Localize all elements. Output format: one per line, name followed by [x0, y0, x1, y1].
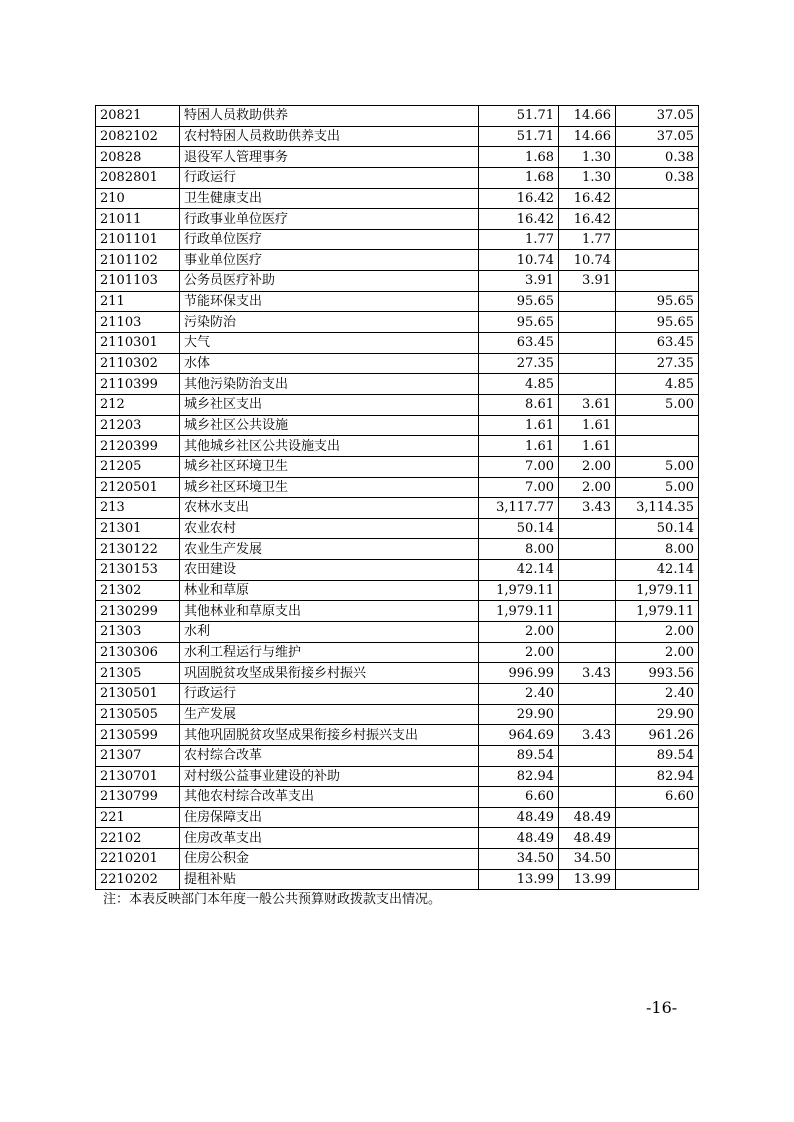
cell-basic: 1.77 [559, 229, 616, 250]
cell-project: 27.35 [616, 353, 699, 374]
cell-project: 95.65 [616, 291, 699, 312]
cell-project: 8.00 [616, 539, 699, 560]
cell-basic: 13.99 [559, 869, 616, 890]
cell-name: 城乡社区支出 [180, 394, 479, 415]
cell-name: 退役军人管理事务 [180, 147, 479, 168]
cell-basic [559, 374, 616, 395]
cell-name: 其他林业和草原支出 [180, 601, 479, 622]
table-row [96, 436, 699, 457]
table-row [96, 663, 699, 684]
table-row [96, 828, 699, 849]
cell-basic [559, 312, 616, 333]
cell-code: 2101102 [96, 250, 180, 271]
table-row [96, 560, 699, 581]
cell-project: 50.14 [616, 518, 699, 539]
cell-name: 生产发展 [180, 704, 479, 725]
cell-project [616, 188, 699, 209]
cell-total: 1,979.11 [479, 601, 559, 622]
cell-project: 5.00 [616, 477, 699, 498]
cell-code: 2101103 [96, 271, 180, 292]
cell-total: 7.00 [479, 477, 559, 498]
cell-code: 2130299 [96, 601, 180, 622]
cell-code: 211 [96, 291, 180, 312]
cell-total: 27.35 [479, 353, 559, 374]
cell-basic: 3.61 [559, 394, 616, 415]
cell-basic: 2.00 [559, 456, 616, 477]
cell-project [616, 869, 699, 890]
cell-project: 3,114.35 [616, 498, 699, 519]
table-row [96, 704, 699, 725]
cell-basic: 3.43 [559, 663, 616, 684]
cell-code: 2130701 [96, 766, 180, 787]
cell-name: 大气 [180, 333, 479, 354]
cell-code: 2110301 [96, 333, 180, 354]
cell-project: 993.56 [616, 663, 699, 684]
table-row [96, 456, 699, 477]
cell-code: 2210202 [96, 869, 180, 890]
cell-code: 2110302 [96, 353, 180, 374]
cell-project: 29.90 [616, 704, 699, 725]
cell-code: 21302 [96, 580, 180, 601]
cell-basic: 3.43 [559, 725, 616, 746]
cell-code: 20828 [96, 147, 180, 168]
cell-project [616, 229, 699, 250]
cell-code: 212 [96, 394, 180, 415]
cell-project: 6.60 [616, 787, 699, 808]
cell-total: 996.99 [479, 663, 559, 684]
cell-name: 其他巩固脱贫攻坚成果衔接乡村振兴支出 [180, 725, 479, 746]
cell-project [616, 271, 699, 292]
cell-code: 2130153 [96, 560, 180, 581]
cell-basic: 1.61 [559, 415, 616, 436]
table-row [96, 580, 699, 601]
cell-project: 37.05 [616, 126, 699, 147]
cell-basic [559, 704, 616, 725]
table-row [96, 188, 699, 209]
cell-name: 节能环保支出 [180, 291, 479, 312]
cell-total: 51.71 [479, 126, 559, 147]
cell-code: 21307 [96, 745, 180, 766]
cell-basic [559, 353, 616, 374]
table-row [96, 766, 699, 787]
cell-code: 2130799 [96, 787, 180, 808]
cell-total: 63.45 [479, 333, 559, 354]
cell-code: 210 [96, 188, 180, 209]
cell-code: 2110399 [96, 374, 180, 395]
table-row [96, 250, 699, 271]
cell-project [616, 415, 699, 436]
cell-basic [559, 683, 616, 704]
table-row [96, 807, 699, 828]
cell-code: 221 [96, 807, 180, 828]
cell-name: 水体 [180, 353, 479, 374]
table-row [96, 312, 699, 333]
cell-total: 3,117.77 [479, 498, 559, 519]
page-number: -16- [646, 998, 678, 1017]
cell-name: 对村级公益事业建设的补助 [180, 766, 479, 787]
cell-name: 行政运行 [180, 167, 479, 188]
table-row [96, 622, 699, 643]
cell-basic: 14.66 [559, 106, 616, 127]
cell-total: 1.77 [479, 229, 559, 250]
cell-project: 37.05 [616, 106, 699, 127]
cell-name: 水利工程运行与维护 [180, 642, 479, 663]
cell-total: 10.74 [479, 250, 559, 271]
cell-basic [559, 642, 616, 663]
cell-project: 2.40 [616, 683, 699, 704]
cell-code: 21203 [96, 415, 180, 436]
cell-name: 特困人员救助供养 [180, 106, 479, 127]
cell-code: 2082801 [96, 167, 180, 188]
cell-name: 事业单位医疗 [180, 250, 479, 271]
cell-total: 42.14 [479, 560, 559, 581]
table-row [96, 869, 699, 890]
cell-basic [559, 622, 616, 643]
cell-total: 48.49 [479, 807, 559, 828]
cell-project: 63.45 [616, 333, 699, 354]
cell-project: 0.38 [616, 167, 699, 188]
cell-code: 2130306 [96, 642, 180, 663]
cell-code: 2120399 [96, 436, 180, 457]
cell-total: 50.14 [479, 518, 559, 539]
table-row [96, 539, 699, 560]
cell-basic: 48.49 [559, 807, 616, 828]
cell-code: 2210201 [96, 849, 180, 870]
cell-project [616, 209, 699, 230]
cell-name: 农村特困人员救助供养支出 [180, 126, 479, 147]
table-row [96, 849, 699, 870]
cell-total: 95.65 [479, 291, 559, 312]
cell-total: 51.71 [479, 106, 559, 127]
cell-total: 13.99 [479, 869, 559, 890]
cell-name: 公务员医疗补助 [180, 271, 479, 292]
cell-code: 21301 [96, 518, 180, 539]
cell-basic [559, 291, 616, 312]
table-row [96, 415, 699, 436]
cell-name: 城乡社区公共设施 [180, 415, 479, 436]
table-row [96, 683, 699, 704]
cell-basic: 1.30 [559, 147, 616, 168]
cell-project [616, 807, 699, 828]
table-row [96, 209, 699, 230]
cell-name: 水利 [180, 622, 479, 643]
cell-project: 95.65 [616, 312, 699, 333]
cell-name: 污染防治 [180, 312, 479, 333]
cell-name: 行政单位医疗 [180, 229, 479, 250]
cell-project: 2.00 [616, 622, 699, 643]
cell-code: 2130122 [96, 539, 180, 560]
cell-name: 农林水支出 [180, 498, 479, 519]
cell-basic [559, 539, 616, 560]
cell-name: 其他农村综合改革支出 [180, 787, 479, 808]
cell-total: 964.69 [479, 725, 559, 746]
cell-name: 住房保障支出 [180, 807, 479, 828]
cell-project [616, 828, 699, 849]
table-row [96, 291, 699, 312]
cell-name: 农业农村 [180, 518, 479, 539]
cell-basic: 1.61 [559, 436, 616, 457]
cell-project: 0.38 [616, 147, 699, 168]
table-row [96, 642, 699, 663]
cell-total: 89.54 [479, 745, 559, 766]
table-row [96, 601, 699, 622]
cell-project [616, 849, 699, 870]
cell-project: 2.00 [616, 642, 699, 663]
cell-code: 21011 [96, 209, 180, 230]
table-row [96, 498, 699, 519]
table-row [96, 787, 699, 808]
cell-name: 农田建设 [180, 560, 479, 581]
cell-name: 城乡社区环境卫生 [180, 477, 479, 498]
cell-project: 5.00 [616, 394, 699, 415]
cell-project [616, 436, 699, 457]
cell-name: 巩固脱贫攻坚成果衔接乡村振兴 [180, 663, 479, 684]
table-row [96, 725, 699, 746]
cell-basic [559, 745, 616, 766]
cell-code: 20821 [96, 106, 180, 127]
cell-basic: 16.42 [559, 209, 616, 230]
cell-code: 2101101 [96, 229, 180, 250]
cell-basic: 10.74 [559, 250, 616, 271]
cell-code: 213 [96, 498, 180, 519]
cell-total: 2.00 [479, 642, 559, 663]
table-note: 注：本表反映部门本年度一般公共预算财政拨款支出情况。 [103, 892, 442, 907]
cell-project: 42.14 [616, 560, 699, 581]
cell-code: 22102 [96, 828, 180, 849]
cell-total: 3.91 [479, 271, 559, 292]
cell-total: 16.42 [479, 188, 559, 209]
table-row [96, 147, 699, 168]
cell-name: 行政事业单位医疗 [180, 209, 479, 230]
table-row [96, 394, 699, 415]
cell-name: 林业和草原 [180, 580, 479, 601]
cell-basic: 3.91 [559, 271, 616, 292]
table-row [96, 126, 699, 147]
cell-code: 21303 [96, 622, 180, 643]
cell-project [616, 250, 699, 271]
cell-code: 21305 [96, 663, 180, 684]
cell-name: 其他城乡社区公共设施支出 [180, 436, 479, 457]
cell-name: 住房公积金 [180, 849, 479, 870]
cell-basic [559, 766, 616, 787]
cell-code: 2130505 [96, 704, 180, 725]
cell-basic: 14.66 [559, 126, 616, 147]
cell-basic: 48.49 [559, 828, 616, 849]
table-row [96, 229, 699, 250]
cell-total: 2.00 [479, 622, 559, 643]
table-row [96, 518, 699, 539]
cell-total: 4.85 [479, 374, 559, 395]
cell-total: 8.61 [479, 394, 559, 415]
cell-name: 农村综合改革 [180, 745, 479, 766]
cell-project: 4.85 [616, 374, 699, 395]
table-row [96, 167, 699, 188]
table-row [96, 745, 699, 766]
cell-basic: 3.43 [559, 498, 616, 519]
cell-basic [559, 560, 616, 581]
cell-total: 1.68 [479, 167, 559, 188]
cell-basic [559, 787, 616, 808]
cell-total: 8.00 [479, 539, 559, 560]
cell-basic: 34.50 [559, 849, 616, 870]
cell-basic: 1.30 [559, 167, 616, 188]
cell-project: 961.26 [616, 725, 699, 746]
cell-total: 82.94 [479, 766, 559, 787]
cell-total: 48.49 [479, 828, 559, 849]
table-row [96, 106, 699, 127]
cell-project: 5.00 [616, 456, 699, 477]
cell-total: 1.61 [479, 436, 559, 457]
cell-total: 16.42 [479, 209, 559, 230]
cell-basic [559, 601, 616, 622]
cell-project: 1,979.11 [616, 580, 699, 601]
cell-basic [559, 333, 616, 354]
cell-name: 其他污染防治支出 [180, 374, 479, 395]
table-body [96, 106, 699, 890]
cell-name: 行政运行 [180, 683, 479, 704]
cell-total: 6.60 [479, 787, 559, 808]
expenditure-table [95, 105, 699, 890]
cell-total: 29.90 [479, 704, 559, 725]
table-row [96, 477, 699, 498]
cell-code: 2130599 [96, 725, 180, 746]
cell-total: 1.68 [479, 147, 559, 168]
cell-name: 卫生健康支出 [180, 188, 479, 209]
table-row [96, 353, 699, 374]
cell-code: 2120501 [96, 477, 180, 498]
cell-project: 89.54 [616, 745, 699, 766]
cell-project: 1,979.11 [616, 601, 699, 622]
cell-total: 34.50 [479, 849, 559, 870]
cell-project: 82.94 [616, 766, 699, 787]
table-row [96, 271, 699, 292]
table-row [96, 374, 699, 395]
cell-total: 1,979.11 [479, 580, 559, 601]
cell-name: 住房改革支出 [180, 828, 479, 849]
cell-code: 21205 [96, 456, 180, 477]
cell-total: 95.65 [479, 312, 559, 333]
cell-total: 2.40 [479, 683, 559, 704]
cell-basic [559, 518, 616, 539]
cell-basic: 16.42 [559, 188, 616, 209]
cell-basic: 2.00 [559, 477, 616, 498]
cell-name: 城乡社区环境卫生 [180, 456, 479, 477]
cell-total: 1.61 [479, 415, 559, 436]
cell-code: 2082102 [96, 126, 180, 147]
cell-name: 农业生产发展 [180, 539, 479, 560]
cell-code: 2130501 [96, 683, 180, 704]
table-row [96, 333, 699, 354]
cell-basic [559, 580, 616, 601]
cell-code: 21103 [96, 312, 180, 333]
cell-total: 7.00 [479, 456, 559, 477]
cell-name: 提租补贴 [180, 869, 479, 890]
